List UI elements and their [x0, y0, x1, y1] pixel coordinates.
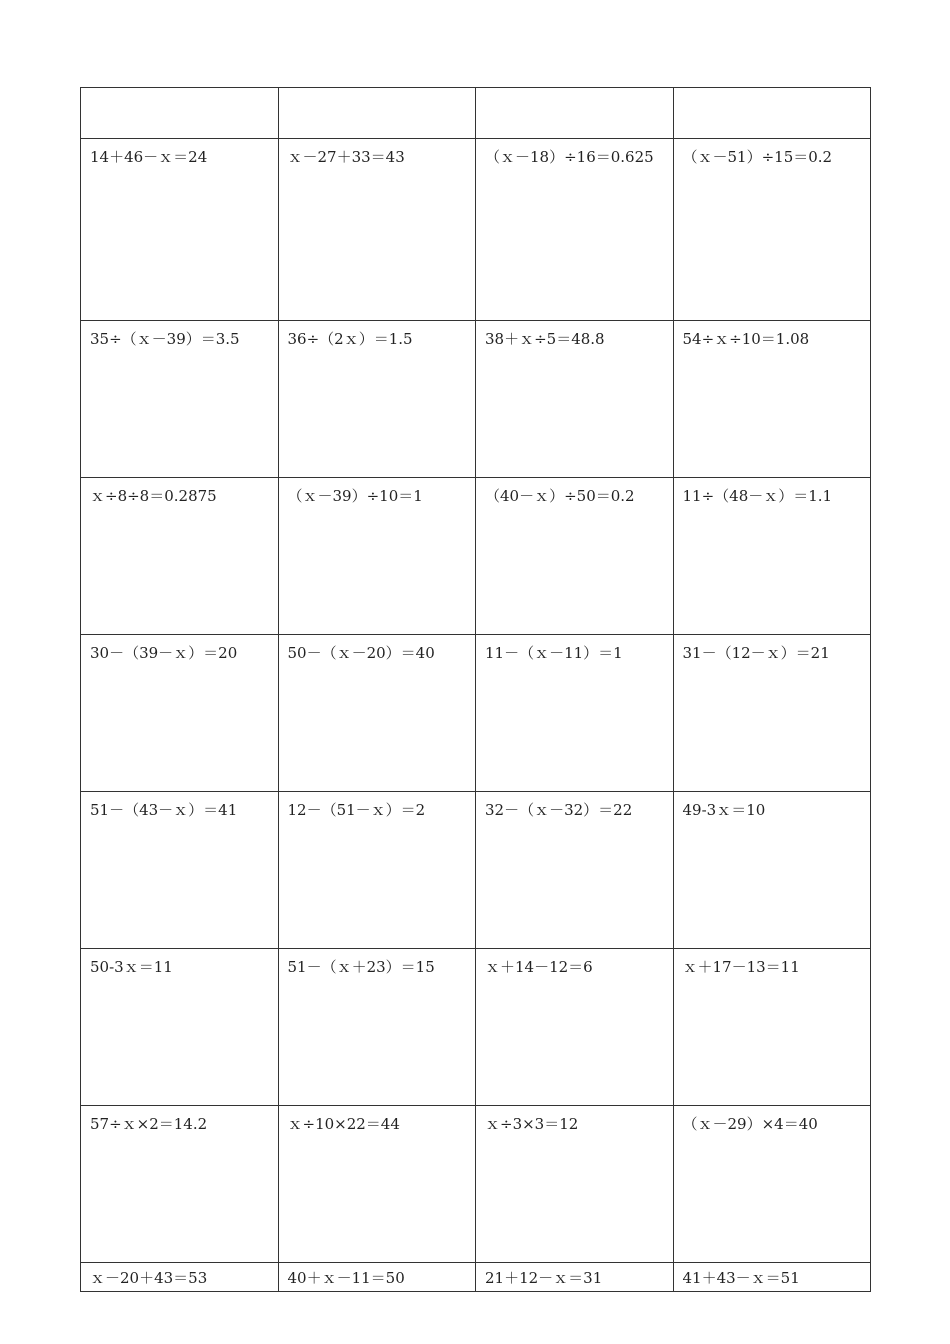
equation-cell: 32－（ｘ－32）＝22 [476, 792, 674, 949]
equation-cell: 11÷（48－ｘ）＝1.1 [673, 478, 871, 635]
equation-cell: 41＋43－ｘ＝51 [673, 1263, 871, 1292]
equation-cell: 51－（43－ｘ）＝41 [81, 792, 279, 949]
header-cell [81, 88, 279, 139]
table-row [81, 321, 871, 478]
equation-cell: 57÷ｘ×2＝14.2 [81, 1106, 279, 1263]
table-row [81, 139, 871, 321]
header-cell [476, 88, 674, 139]
equation-cell: ｘ÷8÷8＝0.2875 [81, 478, 279, 635]
equation-cell: （ｘ－51）÷15＝0.2 [673, 139, 871, 321]
header-row [81, 88, 871, 139]
equation-cell: （ｘ－39）÷10＝1 [278, 478, 476, 635]
table-row [81, 949, 871, 1106]
equation-table [80, 87, 871, 1292]
equation-cell: 11－（ｘ－11）＝1 [476, 635, 674, 792]
equation-cell: ｘ－20＋43＝53 [81, 1263, 279, 1292]
table-row [81, 1106, 871, 1263]
equation-cell: 14＋46－ｘ＝24 [81, 139, 279, 321]
equation-cell: 49-3ｘ＝10 [673, 792, 871, 949]
table-row [81, 1263, 871, 1292]
equation-cell: 31－（12－ｘ）＝21 [673, 635, 871, 792]
equation-cell: 40＋ｘ－11＝50 [278, 1263, 476, 1292]
header-cell [278, 88, 476, 139]
equation-cell: （40－ｘ）÷50＝0.2 [476, 478, 674, 635]
table-row [81, 792, 871, 949]
equation-cell: 36÷（2ｘ）＝1.5 [278, 321, 476, 478]
equation-cell: 50－（ｘ－20）＝40 [278, 635, 476, 792]
equation-cell: 50-3ｘ＝11 [81, 949, 279, 1106]
equation-cell: ｘ÷10×22＝44 [278, 1106, 476, 1263]
equation-cell: ｘ－27＋33＝43 [278, 139, 476, 321]
table-row [81, 478, 871, 635]
equation-cell: 30－（39－ｘ）＝20 [81, 635, 279, 792]
equation-cell: （ｘ－29）×4＝40 [673, 1106, 871, 1263]
header-cell [673, 88, 871, 139]
equation-cell: 54÷ｘ÷10＝1.08 [673, 321, 871, 478]
equation-cell: 38＋ｘ÷5＝48.8 [476, 321, 674, 478]
equation-cell: 12－（51－ｘ）＝2 [278, 792, 476, 949]
table-row [81, 635, 871, 792]
equation-cell: （ｘ－18）÷16＝0.625 [476, 139, 674, 321]
equation-cell: ｘ＋17－13＝11 [673, 949, 871, 1106]
equation-cell: 21＋12－ｘ＝31 [476, 1263, 674, 1292]
equation-cell: 35÷（ｘ－39）＝3.5 [81, 321, 279, 478]
equation-cell: ｘ÷3×3＝12 [476, 1106, 674, 1263]
equation-cell: 51－（ｘ＋23）＝15 [278, 949, 476, 1106]
equation-cell: ｘ＋14－12＝6 [476, 949, 674, 1106]
